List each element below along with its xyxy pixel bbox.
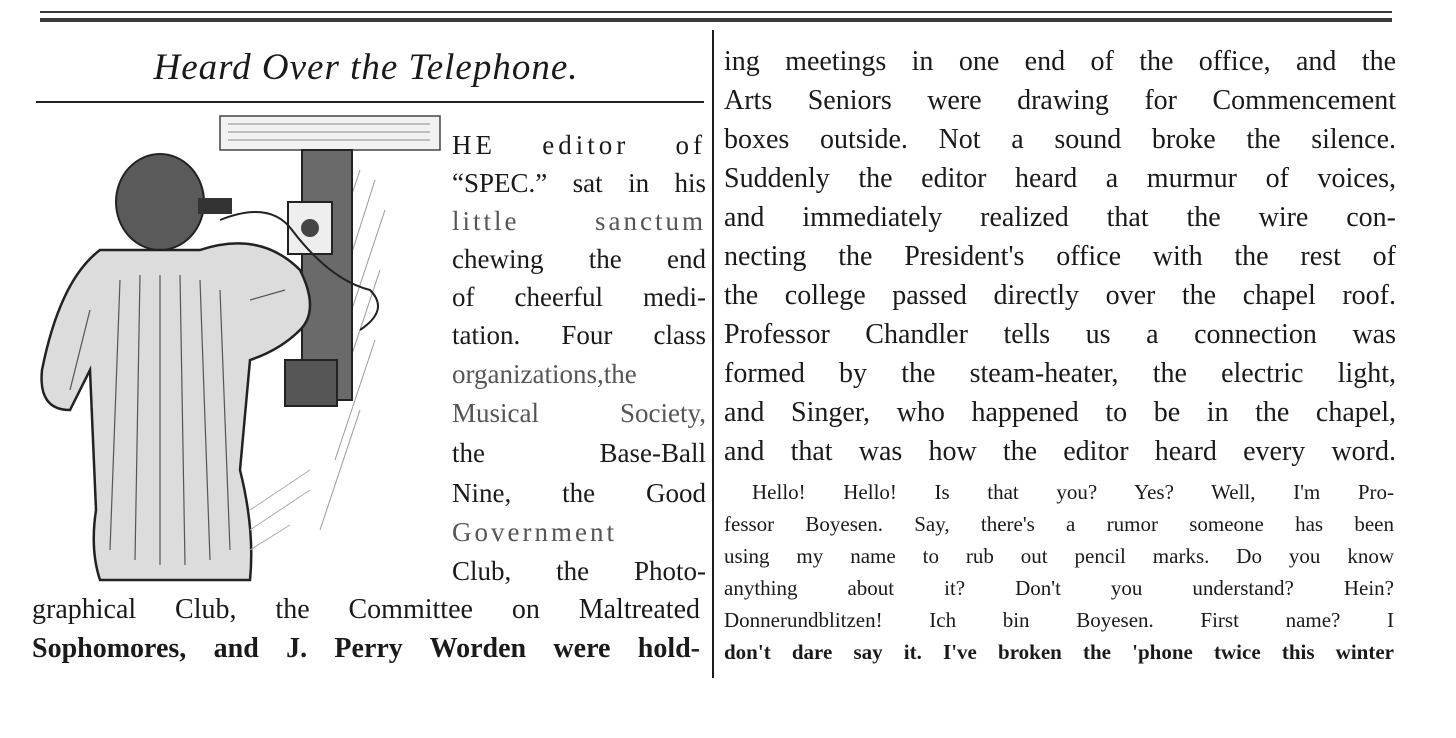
body-text-line: the Base-Ball [452,438,706,468]
top-rule-2 [40,18,1392,22]
body-text-line: ing meetings in one end of the office, and the [724,46,1396,77]
drop-cap-line: HE editor of [452,130,706,160]
body-text-line: Nine, the Good [452,478,706,508]
body-text-line: Sophomores, and J. Perry Worden were hold- [32,633,700,664]
top-rule [40,11,1392,13]
body-text-line: “SPEC.” sat in his [452,168,706,198]
dialogue-line: fessor Boyesen. Say, there's a rumor someone has been [724,512,1394,536]
dialogue-line: Hello! Hello! Is that you? Yes? Well, I'm Pro- [752,480,1394,504]
telephone-man-illustration [30,110,460,590]
body-text-line: tation. Four class [452,320,706,350]
body-text-line: and Singer, who happened to be in the chapel, [724,397,1396,428]
body-text-line: boxes outside. Not a sound broke the silence. [724,124,1396,155]
body-text-line: Professor Chandler tells us a connection was [724,319,1396,350]
body-text-line: necting the President's office with the rest of [724,241,1396,272]
body-text-line: chewing the end [452,244,706,274]
body-text-line: of cheerful medi- [452,282,706,312]
dialogue-line: using my name to rub out pencil marks. Do you know [724,544,1394,568]
body-text-line: the college passed directly over the chapel roof. [724,280,1396,311]
body-text-line: little sanctum [452,206,706,236]
title-rule [36,101,704,103]
article-title: Heard Over the Telephone. [153,47,579,88]
body-text-line: and that was how the editor heard every word. [724,436,1396,467]
body-text-line: Government [452,517,617,547]
body-text-span: graphical Club, the Committee on Maltreated [32,594,700,625]
column-divider [712,30,714,678]
body-text-line [32,591,700,629]
dialogue-line: Donnerundblitzen! Ich bin Boyesen. First name? I [724,608,1394,632]
body-text-line: Suddenly the editor heard a murmur of voices, [724,163,1396,194]
dialogue-line: anything about it? Don't you understand? Hein? [724,576,1394,600]
body-text-line: Musical Society, [452,398,706,428]
body-text-line: formed by the steam-heater, the electric light, [724,358,1396,389]
dialogue-line: don't dare say it. I've broken the 'phone twice this winter [724,640,1394,664]
body-text-line: Arts Seniors were drawing for Commencement [724,85,1396,116]
body-text-line: Club, the Photo- [452,556,706,586]
body-text-line: and immediately realized that the wire con- [724,202,1396,233]
body-text-line: organizations,the [452,359,637,389]
